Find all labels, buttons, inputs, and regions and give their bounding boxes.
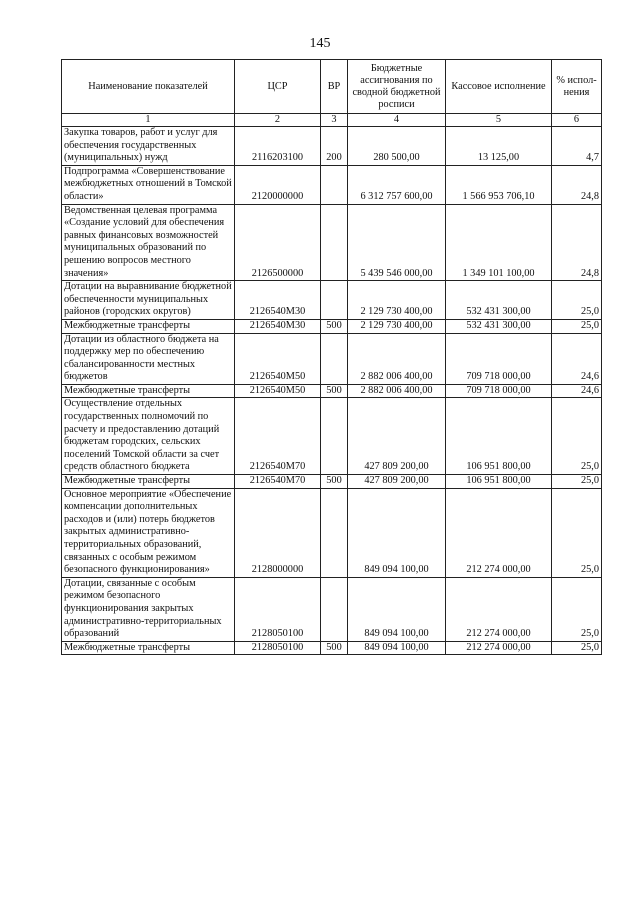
- table-row: [62, 641, 602, 655]
- row-percent: 24,6: [552, 384, 602, 398]
- row-name: Межбюджетные трансферты: [62, 384, 235, 398]
- row-name: Основное мероприятие «Обеспечение компенсации дополнительных расходов и (или) потерь бюджетов закрытых административно-территориальных образований, связанных с особым режимом безопасного функционирования»: [62, 488, 235, 577]
- row-vr: [321, 165, 348, 204]
- row-name: Осуществление отдельных государственных полномочий по расчету и предоставлению дотаций бюджетам городских, сельских поселений Томской области за счет средств областного бюджета: [62, 398, 235, 475]
- row-percent: 24,8: [552, 165, 602, 204]
- row-allocation: 849 094 100,00: [348, 641, 446, 655]
- column-number: 2: [235, 114, 321, 127]
- table-row: [62, 127, 602, 166]
- row-csr: 2128050100: [235, 577, 321, 641]
- row-allocation: 849 094 100,00: [348, 488, 446, 577]
- row-allocation: 427 809 200,00: [348, 475, 446, 489]
- row-execution: 13 125,00: [446, 127, 552, 166]
- row-vr: [321, 281, 348, 320]
- header-execution: Кассовое исполнение: [446, 60, 552, 114]
- row-vr: [321, 577, 348, 641]
- table-row: [62, 488, 602, 577]
- row-csr: 2126540М50: [235, 384, 321, 398]
- row-execution: 532 431 300,00: [446, 281, 552, 320]
- row-vr: [321, 398, 348, 475]
- row-name: Подпрограмма «Совершенствование межбюджетных отношений в Томской области»: [62, 165, 235, 204]
- row-execution: 1 349 101 100,00: [446, 204, 552, 281]
- row-percent: 25,0: [552, 641, 602, 655]
- row-execution: 106 951 800,00: [446, 398, 552, 475]
- row-vr: 500: [321, 384, 348, 398]
- table-row: [62, 475, 602, 489]
- row-vr: 500: [321, 641, 348, 655]
- row-name: Межбюджетные трансферты: [62, 475, 235, 489]
- row-name: Ведомственная целевая программа «Создание условий для обеспечения равных финансовых возможностей муниципальных образований по решению вопросов местного значения»: [62, 204, 235, 281]
- table-row: [62, 384, 602, 398]
- header-allocations: Бюджетные ассигнования по сводной бюджетной росписи: [348, 60, 446, 114]
- header-percent: % испол-нения: [552, 60, 602, 114]
- row-name: Закупка товаров, работ и услуг для обеспечения государственных (муниципальных) нужд: [62, 127, 235, 166]
- row-execution: 212 274 000,00: [446, 641, 552, 655]
- row-vr: 500: [321, 475, 348, 489]
- column-number: 3: [321, 114, 348, 127]
- row-percent: 25,0: [552, 475, 602, 489]
- table-row: [62, 165, 602, 204]
- row-execution: 709 718 000,00: [446, 384, 552, 398]
- row-percent: 25,0: [552, 577, 602, 641]
- row-csr: 2120000000: [235, 165, 321, 204]
- row-csr: 2126500000: [235, 204, 321, 281]
- row-allocation: 2 129 730 400,00: [348, 281, 446, 320]
- column-number-row: [62, 114, 602, 127]
- row-vr: 200: [321, 127, 348, 166]
- row-execution: 1 566 953 706,10: [446, 165, 552, 204]
- table-row: [62, 281, 602, 320]
- row-csr: 2126540М50: [235, 333, 321, 384]
- row-percent: 25,0: [552, 398, 602, 475]
- row-percent: 24,8: [552, 204, 602, 281]
- row-percent: 4,7: [552, 127, 602, 166]
- row-allocation: 2 129 730 400,00: [348, 319, 446, 333]
- column-number: 4: [348, 114, 446, 127]
- row-csr: 2128050100: [235, 641, 321, 655]
- row-allocation: 849 094 100,00: [348, 577, 446, 641]
- table-row: [62, 319, 602, 333]
- row-execution: 106 951 800,00: [446, 475, 552, 489]
- row-name: Дотации, связанные с особым режимом безопасного функционирования закрытых административно-территориальных образований: [62, 577, 235, 641]
- header-name: Наименование показателей: [62, 60, 235, 114]
- table-row: [62, 398, 602, 475]
- row-execution: 212 274 000,00: [446, 577, 552, 641]
- budget-execution-table: [61, 59, 602, 655]
- table-header-row: [62, 60, 602, 114]
- row-csr: 2116203100: [235, 127, 321, 166]
- row-name: Межбюджетные трансферты: [62, 641, 235, 655]
- row-percent: 25,0: [552, 281, 602, 320]
- row-vr: [321, 333, 348, 384]
- row-csr: 2128000000: [235, 488, 321, 577]
- row-execution: 532 431 300,00: [446, 319, 552, 333]
- header-csr: ЦСР: [235, 60, 321, 114]
- row-allocation: 280 500,00: [348, 127, 446, 166]
- row-csr: 2126540М30: [235, 319, 321, 333]
- row-allocation: 5 439 546 000,00: [348, 204, 446, 281]
- column-number: 5: [446, 114, 552, 127]
- column-number: 1: [62, 114, 235, 127]
- row-allocation: 427 809 200,00: [348, 398, 446, 475]
- page-number: 145: [309, 36, 331, 51]
- row-allocation: 6 312 757 600,00: [348, 165, 446, 204]
- row-allocation: 2 882 006 400,00: [348, 384, 446, 398]
- column-number: 6: [552, 114, 602, 127]
- row-csr: 2126540М70: [235, 398, 321, 475]
- row-vr: 500: [321, 319, 348, 333]
- row-vr: [321, 204, 348, 281]
- header-vr: ВР: [321, 60, 348, 114]
- row-percent: 25,0: [552, 488, 602, 577]
- row-name: Дотации из областного бюджета на поддержку мер по обеспечению сбалансированности местных бюджетов: [62, 333, 235, 384]
- table-row: [62, 204, 602, 281]
- table-row: [62, 333, 602, 384]
- table-row: [62, 577, 602, 641]
- row-vr: [321, 488, 348, 577]
- row-percent: 25,0: [552, 319, 602, 333]
- row-percent: 24,6: [552, 333, 602, 384]
- row-allocation: 2 882 006 400,00: [348, 333, 446, 384]
- row-csr: 2126540М70: [235, 475, 321, 489]
- row-csr: 2126540М30: [235, 281, 321, 320]
- row-name: Межбюджетные трансферты: [62, 319, 235, 333]
- row-name: Дотации на выравнивание бюджетной обеспеченности муниципальных районов (городских округов): [62, 281, 235, 320]
- row-execution: 212 274 000,00: [446, 488, 552, 577]
- row-execution: 709 718 000,00: [446, 333, 552, 384]
